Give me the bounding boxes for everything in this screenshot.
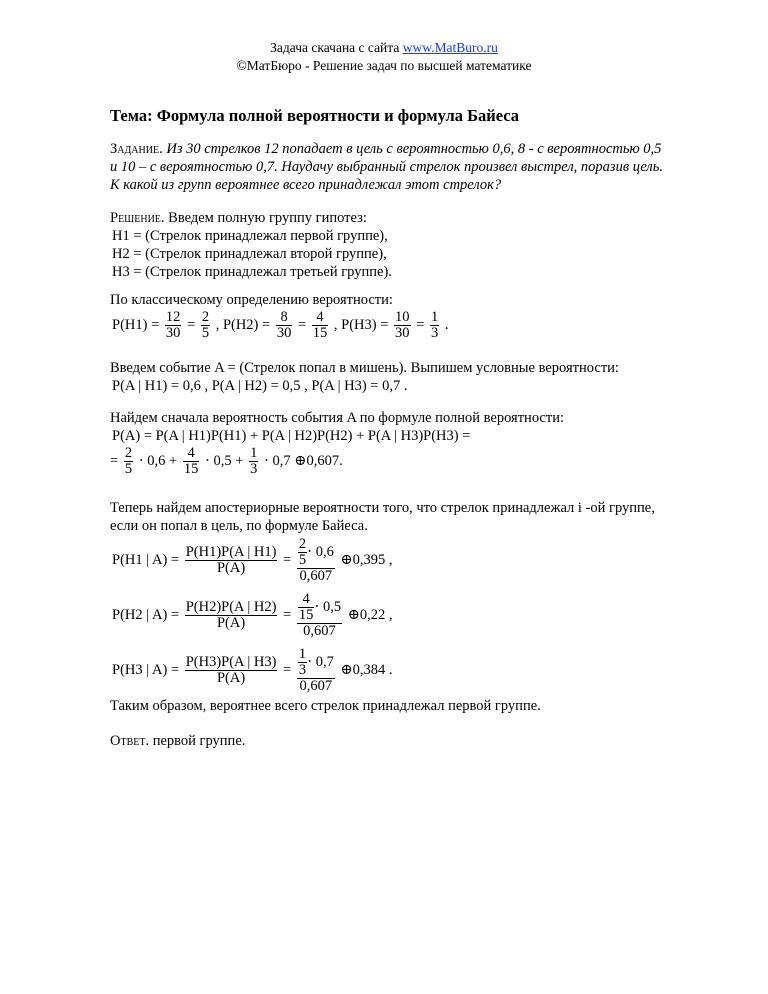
matburo-link[interactable]: www.MatBuro.ru [402, 40, 498, 55]
posterior-intro-2: если он попал в цель, по формуле Байеса. [110, 518, 368, 534]
total-probability-calc: = $\frac{2}{5}$ ⋅ 0,6 + $\frac{4}{15}$ ⋅ 0,5 + $\frac{1}{3}$ ⋅ 0,7 ⊕0,607. [110, 445, 343, 477]
hypothesis-h1: H1 = (Стрелок принадлежал первой группе), [112, 228, 388, 244]
fraction: $\frac{2}{5}$ [124, 445, 133, 477]
bayes-h1: P(H1 | A) = $\frac{P(H1)P(A | H1)}{P(A)}$ = $\frac{2}{5}$ ⋅ 0,6 0,607 ⊕0,395 , [112, 536, 393, 584]
solution-label: Решение. [110, 210, 165, 226]
fraction: $\frac{4}{15}$ [312, 309, 328, 341]
event-definition: Введем событие A = (Стрелок попал в мишень). Выпишем условные вероятности: [110, 360, 619, 376]
classic-definition: По классическому определению вероятности: [110, 292, 393, 308]
page-title: Тема: Формула полной вероятности и формула Байеса [110, 106, 520, 125]
task-line-3: К какой из групп вероятнее всего принадлежал этот стрелок? [110, 177, 502, 193]
bayes-h2: P(H2 | A) = $\frac{P(H2)P(A | H2)}{P(A)}$ = $\frac{4}{15}$ ⋅ 0,5 0,607 ⊕0,22 , [112, 591, 393, 639]
header-line-2: ©МатБюро - Решение задач по высшей математике [236, 58, 532, 73]
posterior-intro-1: Теперь найдем апостериорные вероятности того, что стрелок принадлежал i -ой группе, [110, 500, 655, 516]
fraction: $\frac{12}{30}$ [165, 309, 181, 341]
fraction: $\frac{10}{30}$ [395, 309, 410, 341]
answer: Ответ. первой группе. [110, 733, 246, 749]
solution-intro: Решение. Введем полную группу гипотез: [110, 210, 367, 226]
total-probability-intro: Найдем сначала вероятность события A по формуле полной вероятности: [110, 410, 564, 426]
header-line-1: Задача скачана с сайта www.MatBuro.ru [270, 40, 498, 55]
answer-label: Ответ. [110, 733, 150, 749]
conditional-probabilities: P(A | H1) = 0,6 , P(A | H2) = 0,5 , P(A | H3) = 0,7 . [112, 378, 408, 394]
fraction: $\frac{1}{3}$ [250, 445, 258, 477]
hypothesis-h3: H3 = (Стрелок принадлежал третьей группе). [112, 264, 392, 280]
fraction: $\frac{P(H1)P(A | H1)}{P(A)}$ [185, 544, 277, 576]
task-line-2: и 10 – с вероятностью 0,7. Наудачу выбранный стрелок произвел выстрел, поразив цель. [110, 159, 663, 175]
fraction: $\frac{1}{3}$ ⋅ 0,7 0,607 [298, 646, 334, 694]
total-probability-formula: P(A) = P(A | H1)P(H1) + P(A | H2)P(H2) + P(A | H3)P(H3) = [112, 428, 471, 444]
fraction: $\frac{P(H3)P(A | H3)}{P(A)}$ [185, 654, 277, 686]
fraction: $\frac{2}{5}$ [201, 309, 210, 341]
fraction: $\frac{P(H2)P(A | H2)}{P(A)}$ [185, 599, 277, 631]
fraction: $\frac{8}{30}$ [276, 309, 292, 341]
hypothesis-h2: H2 = (Стрелок принадлежал второй группе), [112, 246, 387, 262]
bayes-h3: P(H3 | A) = $\frac{P(H3)P(A | H3)}{P(A)}$ = $\frac{1}{3}$ ⋅ 0,7 0,607 ⊕0,384 . [112, 646, 393, 694]
task-line-1: Задание. Из 30 стрелков 12 попадает в цель с вероятностью 0,6, 8 - с вероятностью 0,5 [110, 141, 662, 157]
fraction: $\frac{4}{15}$ [183, 445, 199, 477]
conclusion: Таким образом, вероятнее всего стрелок принадлежал первой группе. [110, 698, 541, 714]
fraction: $\frac{1}{3}$ [430, 309, 439, 341]
task-label: Задание. [110, 141, 163, 157]
fraction: $\frac{2}{5}$ ⋅ 0,6 0,607 [298, 536, 334, 584]
fraction: $\frac{4}{15}$ ⋅ 0,5 0,607 [298, 591, 342, 639]
prior-probabilities: P(H1) = $\frac{12}{30}$ = $\frac{2}{5}$ , P(H2) = $\frac{8}{30}$ = $\frac{4}{15}$ , P(H3) = $\frac{10}{30}$ = $\frac{1}{3}$ . [112, 309, 449, 341]
